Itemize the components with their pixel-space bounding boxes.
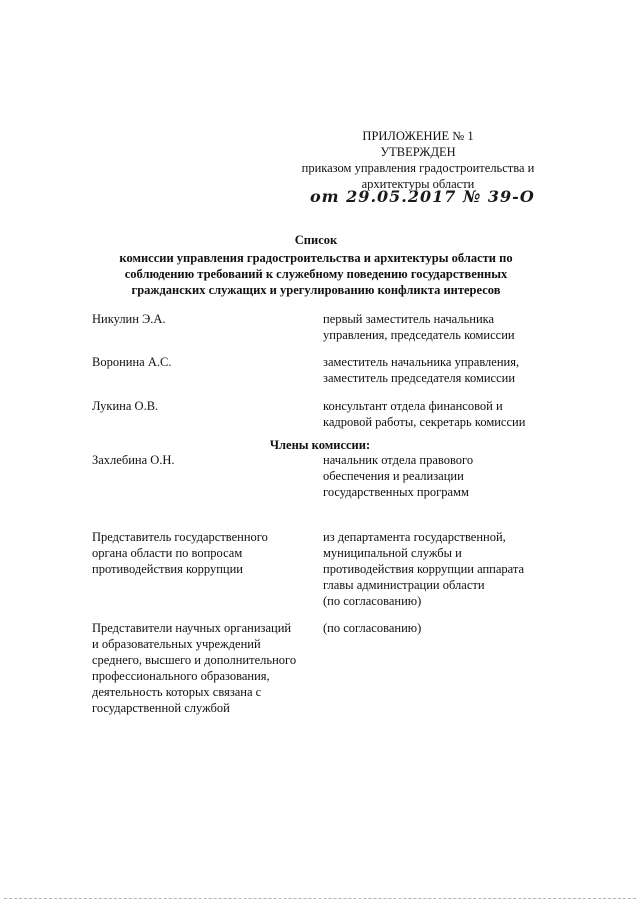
position-line: (по согласованию) (323, 594, 422, 608)
position-line: начальник отдела правового (323, 453, 474, 467)
page-bottom-rule (4, 898, 636, 899)
position-line: консультант отдела финансовой и (323, 399, 503, 413)
members-heading: Члены комиссии: (269, 438, 371, 452)
name-line: профессионального образования, (92, 669, 270, 683)
name-line: противодействия коррупции (92, 562, 243, 576)
commission-member-position (323, 398, 548, 430)
approval-order-line: приказом управления градостроительства и (301, 161, 535, 175)
position-line: кадровой работы, секретарь комиссии (323, 415, 526, 429)
handwritten-date-number: от 29.05.2017 № 39-О (310, 187, 535, 206)
position-line: обеспечения и реализации (323, 469, 464, 483)
commission-member-name (92, 620, 317, 716)
commission-member-name: Никулин Э.А. (92, 312, 166, 326)
list-title-block (86, 232, 546, 298)
commission-member-name: Воронина А.С. (92, 355, 172, 369)
name-line: деятельность которых связана с (92, 685, 262, 699)
position-line: первый заместитель начальника (323, 312, 495, 326)
position-line: муниципальной службы и (323, 546, 462, 560)
list-title: Список (294, 233, 338, 247)
list-subtitle-line: комиссии управления градостроительства и архитектуры области по (119, 251, 513, 265)
commission-member-name: Лукина О.В. (92, 399, 159, 413)
list-subtitle-line: соблюдению требований к служебному поведению государственных (124, 267, 508, 281)
commission-member-position (323, 452, 548, 500)
position-line: заместитель председателя комиссии (323, 371, 516, 385)
name-line: среднего, высшего и дополнительного (92, 653, 297, 667)
name-line: органа области по вопросам (92, 546, 243, 560)
name-line: государственной службой (92, 701, 230, 715)
position-line: (по согласованию) (323, 621, 422, 635)
approval-block (288, 128, 548, 192)
commission-member-position (323, 529, 568, 609)
commission-member-position (323, 311, 548, 343)
list-subtitle-line: гражданских служащих и урегулированию конфликта интересов (131, 283, 501, 297)
commission-member-name (92, 529, 317, 577)
position-line: противодействия коррупции аппарата (323, 562, 525, 576)
name-line: Захлебина О.Н. (92, 453, 175, 467)
position-line: государственных программ (323, 485, 469, 499)
name-line: Представитель государственного (92, 530, 268, 544)
approved-label: УТВЕРЖДЕН (380, 145, 456, 159)
commission-member-position (323, 620, 548, 636)
position-line: управления, председатель комиссии (323, 328, 515, 342)
position-line: главы администрации области (323, 578, 485, 592)
name-line: и образовательных учреждений (92, 637, 261, 651)
commission-member-name (92, 452, 317, 468)
appendix-label: ПРИЛОЖЕНИЕ № 1 (362, 129, 474, 143)
approval-order-line: архитектуры области (361, 177, 475, 191)
position-line: заместитель начальника управления, (323, 355, 520, 369)
position-line: из департамента государственной, (323, 530, 506, 544)
commission-member-position (323, 354, 548, 386)
name-line: Представители научных организаций (92, 621, 292, 635)
